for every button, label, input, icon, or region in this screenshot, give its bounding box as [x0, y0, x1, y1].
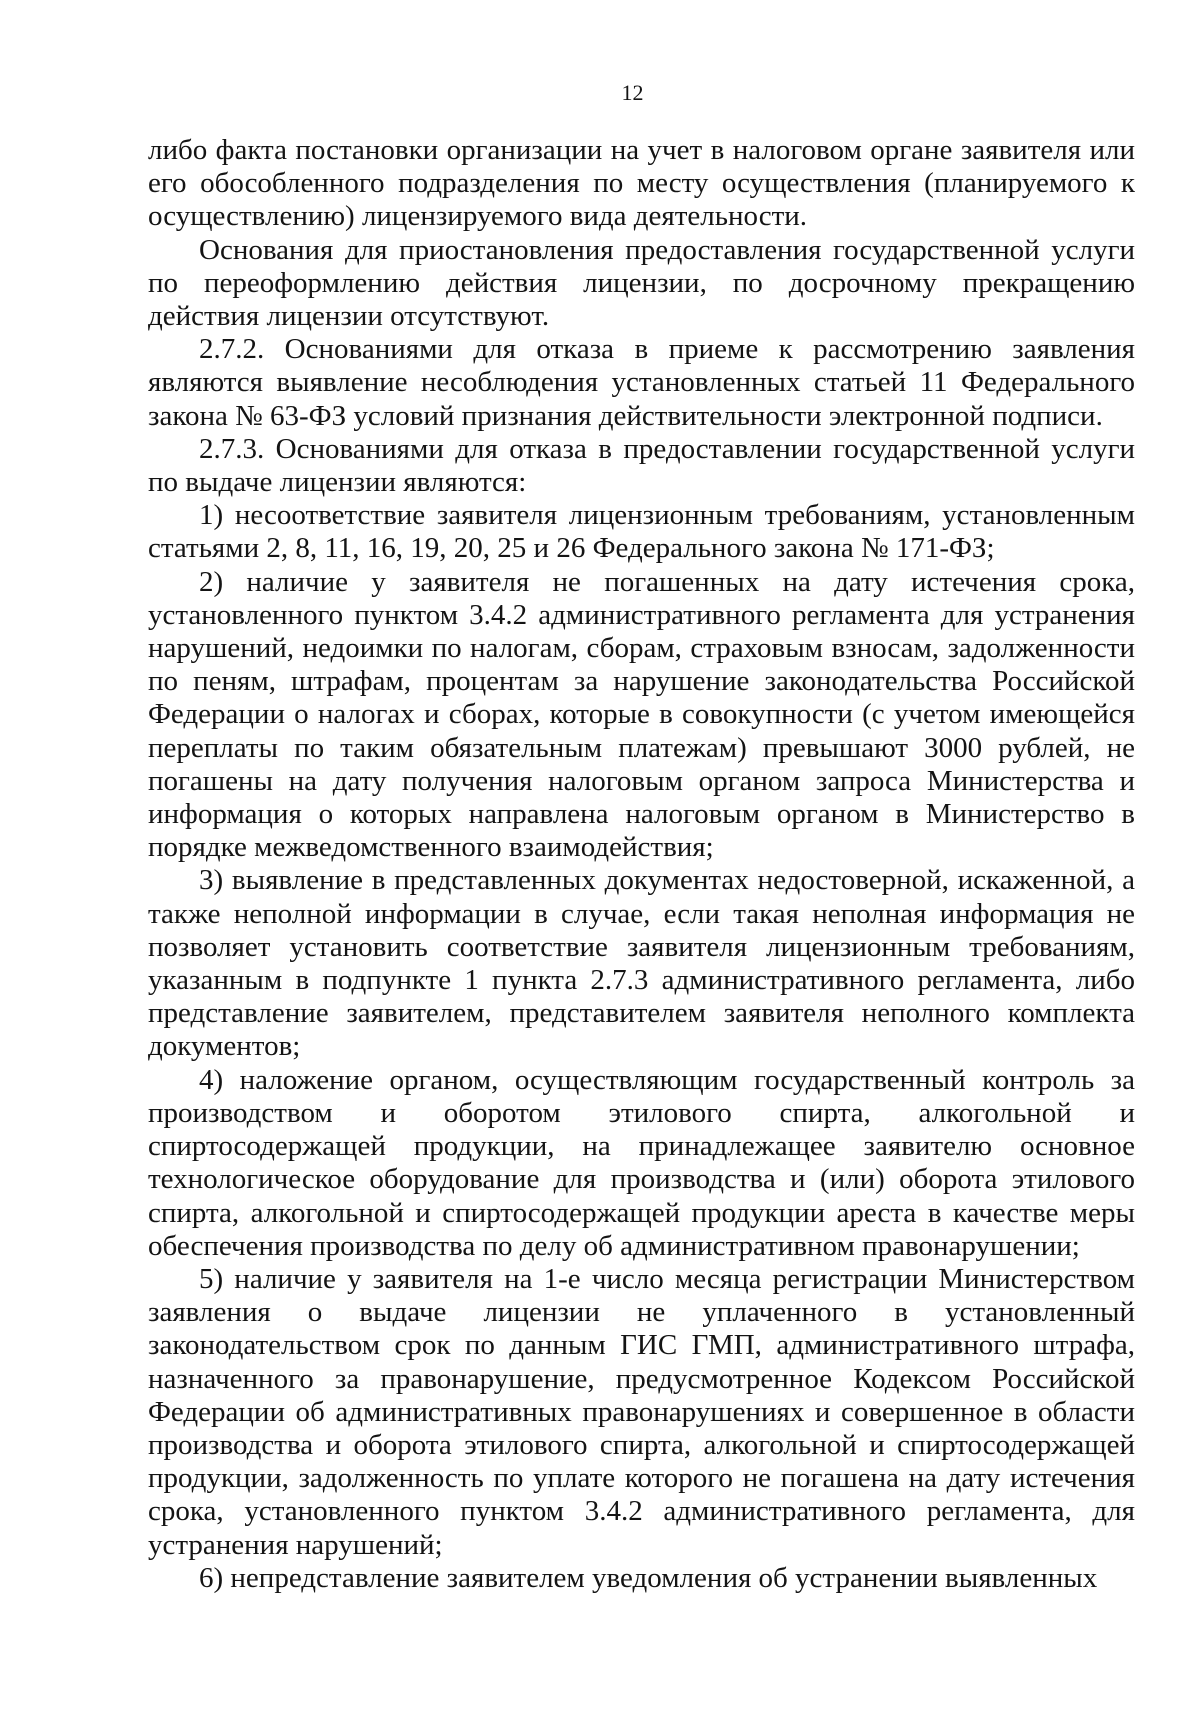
list-item-6: 6) непредставление заявителем уведомления об устранении выявленных — [199, 1561, 1098, 1594]
list-item-3: 3) выявление в представленных документах недостоверной, искаженной, а также неполной информации в случае, если такая неполная информация не позволяет установить соответствие заявителя лицензионным требованиям, указанным в подпункте 1 пункта 2.7.3 административного регламента, либо представление заявителем, представителем заявителя неполного комплекта документов; — [148, 864, 1135, 1063]
list-item-1: 1) несоответствие заявителя лицензионным требованиям, установленным статьями 2, 8, 11, 16, 19, 20, 25 и 26 Федерального закона № 171-ФЗ; — [148, 499, 1135, 565]
list-item-2: 2) наличие у заявителя не погашенных на дату истечения срока, установленного пунктом 3.4.2 административного регламента для устранения нарушений, недоимки по налогам, сборам, страховым взносам, задолженности по пеням, штрафам, процентам за нарушение законодательства Российской Федерации о налогах и сборах, которые в совокупности (с учетом имеющейся переплаты по таким обязательным платежам) превышают 3000 рублей, не погашены на дату получения налоговым органом запроса Министерства и информация о которых направлена налоговым органом в Министерство в порядке межведомственного взаимодействия; — [148, 565, 1135, 864]
paragraph-clause-2-7-2: 2.7.2. Основаниями для отказа в приеме к рассмотрению заявления являются выявление несоблюдения установленных статьей 11 Федерального закона № 63-ФЗ условий признания действительности электронной подписи. — [148, 333, 1135, 432]
paragraph-continuation: либо факта постановки организации на учет в налоговом органе заявителя или его обособленного подразделения по месту осуществления (планируемого к осуществлению) лицензируемого вида деятельности. — [148, 134, 1135, 233]
list-item-4: 4) наложение органом, осуществляющим государственный контроль за производством и оборотом этилового спирта, алкогольной и спиртосодержащей продукции, на принадлежащее заявителю основное технологическое оборудование для производства и (или) оборота этилового спирта, алкогольной и спиртосодержащей продукции ареста в качестве меры обеспечения производства по делу об административном правонарушении; — [148, 1063, 1135, 1262]
paragraph-clause-2-7-3: 2.7.3. Основаниями для отказа в предоставлении государственной услуги по выдаче лицензии являются: — [148, 432, 1135, 499]
list-item-5: 5) наличие у заявителя на 1-е число месяца регистрации Министерством заявления о выдаче лицензии не уплаченного в установленный законодательством срок по данным ГИС ГМП, административного штрафа, назначенного за правонарушение, предусмотренное Кодексом Российской Федерации об административных правонарушениях и совершенное в области производства и оборота этилового спирта, алкогольной и спиртосодержащей продукции, задолженность по уплате которого не погашена на дату истечения срока, установленного пунктом 3.4.2 административного регламента, для устранения нарушений; — [148, 1262, 1135, 1561]
document-body — [148, 134, 1135, 1595]
paragraph-suspension-grounds: Основания для приостановления предоставления государственной услуги по переоформлению действия лицензии, по досрочному прекращению действия лицензии отсутствуют. — [148, 233, 1135, 333]
page-number: 12 — [621, 80, 644, 105]
